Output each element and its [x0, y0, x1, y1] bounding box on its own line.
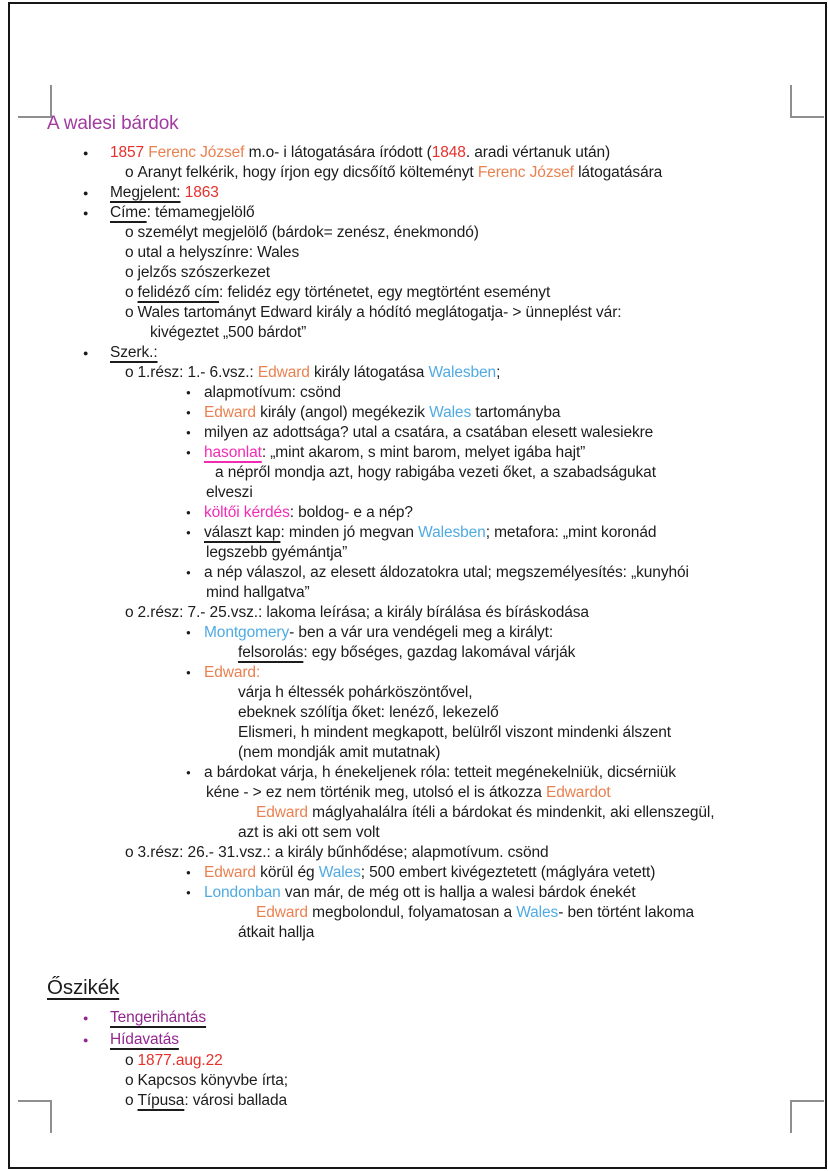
text-segment: személyt megjelölő (bárdok= zenész, énekmondó): [137, 224, 479, 241]
text-segment: 1848: [431, 144, 466, 161]
circle-bullet: o: [125, 1072, 134, 1089]
bullet-icon: ●: [186, 448, 191, 457]
text-segment: van már, de még ott is hallja a walesi bárdok énekét: [280, 884, 636, 901]
note-line-szerk: [0, 343, 828, 363]
circle-bullet: o: [125, 264, 134, 281]
text-segment: : minden jó megvan: [280, 524, 419, 541]
text-segment: a népről mondja azt, hogy rabigába vezeti őket, a szabadságukat: [215, 464, 656, 481]
bullet-icon: ●: [83, 348, 89, 358]
note-line: [0, 703, 828, 723]
text-segment: 1.rész: 1.- 6.vsz.:: [137, 364, 258, 381]
text-segment: : városi ballada: [184, 1092, 287, 1109]
text-segment: körül ég: [255, 864, 319, 881]
text-segment: 3.rész: 26.- 31.vsz.: a király bűnhődése; alapmotívum. csönd: [137, 844, 549, 861]
note-line: [0, 543, 828, 563]
text-segment: máglyahalálra ítéli a bárdokat és mindenkit, aki ellenszegül,: [307, 804, 715, 821]
note-line: [0, 243, 828, 263]
text-segment: mind hallgatva”: [206, 584, 310, 601]
text-segment: 1857: [110, 144, 149, 161]
note-line: [0, 843, 828, 863]
notes-content: [0, 110, 828, 1111]
note-line: [0, 723, 828, 743]
bullet-icon: ●: [186, 528, 191, 537]
note-line: [0, 903, 828, 923]
bullet-icon: ●: [83, 1035, 89, 1045]
text-segment: alapmotívum: csönd: [204, 384, 341, 401]
text-segment: költői kérdés: [204, 504, 290, 521]
text-segment: Ferenc József: [148, 144, 249, 161]
bullet-icon: ●: [83, 208, 89, 218]
text-segment: 1863: [184, 184, 219, 201]
text-segment: Címe: [110, 204, 147, 221]
section-title-oszikek: [0, 973, 828, 1003]
text-segment: m.o- i látogatására íródott (: [248, 144, 432, 161]
text-segment: utal a helyszínre: Wales: [137, 244, 300, 261]
bullet-icon: ●: [83, 188, 89, 198]
text-segment: Edward: [204, 404, 256, 421]
note-line: [0, 823, 828, 843]
text-segment: Edward: [257, 364, 310, 381]
page-title: [0, 110, 828, 138]
circle-bullet: o: [125, 364, 134, 381]
note-line: [0, 1051, 828, 1071]
text-segment: Wales tartományt Edward király a hódító meglátogatja- > ünneplést vár:: [137, 304, 622, 321]
text-segment: Edward: [256, 904, 308, 921]
link-item-hidavatas[interactable]: [0, 1029, 828, 1051]
text-segment: Ferenc József: [477, 164, 574, 181]
note-line: [0, 523, 828, 543]
text-segment: 2.rész: 7.- 25.vsz.: lakoma leírása; a király bírálása és bíráskodása: [137, 604, 589, 621]
circle-bullet: o: [125, 284, 134, 301]
note-line: [0, 923, 828, 943]
note-line: [0, 803, 828, 823]
bullet-icon: ●: [186, 388, 191, 397]
note-line: [0, 303, 828, 323]
note-line: [0, 283, 828, 303]
note-line: [0, 323, 828, 343]
text-segment: a bárdokat várja, h énekeljenek róla: tetteit megénekelniük, dicsérniük: [204, 764, 676, 781]
circle-bullet: o: [125, 1052, 134, 1069]
text-segment: várja h éltessék pohárköszöntővel,: [238, 684, 473, 701]
note-line-1857: [0, 143, 828, 163]
text-segment: Elismeri, h mindent megkapott, belülről viszont mindenki álszent: [238, 724, 671, 741]
text-segment: Aranyt felkérik, hogy írjon egy dicsőítő költeményt: [137, 164, 478, 181]
text-segment: milyen az adottsága? utal a csatára, a csatában elesett walesiekre: [204, 424, 654, 441]
text-segment: 1877.aug.22: [137, 1052, 223, 1069]
text-segment: Wales: [429, 404, 472, 421]
text-segment: Edward: [204, 864, 256, 881]
text-segment: : „mint akarom, s mint barom, melyet igába hajt”: [261, 444, 586, 461]
bullet-icon: ●: [186, 668, 191, 677]
note-line-megjelent: [0, 183, 828, 203]
text-segment: : egy bőséges, gazdag lakomával várják: [303, 644, 576, 661]
text-segment: Őszikék: [47, 976, 120, 999]
text-segment: Walesben: [428, 364, 497, 381]
note-line: [0, 563, 828, 583]
text-segment: Wales: [318, 864, 361, 881]
text-segment: király látogatása: [309, 364, 429, 381]
text-segment: választ kap: [204, 524, 281, 541]
text-segment: király (angol) megékezik: [255, 404, 430, 421]
text-segment: - ben történt lakoma: [558, 904, 695, 921]
note-line: [0, 1091, 828, 1111]
note-line: [0, 643, 828, 663]
note-line: [0, 863, 828, 883]
link-item-tengerihantas[interactable]: [0, 1007, 828, 1029]
text-segment: Tengerihántás: [110, 1009, 207, 1026]
text-segment: Wales: [516, 904, 559, 921]
text-segment: elveszi: [206, 484, 253, 501]
bullet-icon: ●: [186, 868, 191, 877]
text-segment: ; metafora: „mint koronád: [485, 524, 657, 541]
text-segment: Walesben: [418, 524, 486, 541]
bullet-icon: ●: [186, 408, 191, 417]
bullet-icon: ●: [83, 148, 89, 158]
circle-bullet: o: [125, 604, 134, 621]
circle-bullet: o: [125, 224, 134, 241]
note-line: [0, 743, 828, 763]
bullet-icon: ●: [186, 768, 191, 777]
note-line: [0, 503, 828, 523]
text-segment: hasonlat: [204, 444, 262, 461]
text-segment: jelzős szószerkezet: [137, 264, 271, 281]
text-segment: (nem mondják amit mutatnak): [238, 744, 441, 761]
note-line: [0, 683, 828, 703]
bullet-icon: ●: [186, 508, 191, 517]
text-segment: átkait hallja: [238, 924, 315, 941]
circle-bullet: o: [125, 164, 134, 181]
text-segment: Montgomery: [204, 624, 290, 641]
circle-bullet: o: [125, 844, 134, 861]
text-segment: Edward: [256, 804, 308, 821]
note-line: [0, 463, 828, 483]
note-line: [0, 1071, 828, 1091]
text-segment: : felidéz egy történetet, egy megtörtént eseményt: [219, 284, 551, 301]
text-segment: felsorolás: [238, 644, 304, 661]
note-line: [0, 443, 828, 463]
note-line: [0, 263, 828, 283]
note-line: [0, 883, 828, 903]
text-segment: Szerk.:: [110, 344, 158, 361]
text-segment: A walesi bárdok: [47, 113, 179, 134]
text-segment: Edwardot: [545, 784, 611, 801]
text-segment: Megjelent:: [110, 184, 181, 201]
text-segment: : boldog- e a nép?: [289, 504, 413, 521]
text-segment: Hídavatás: [110, 1031, 179, 1048]
note-line: [0, 663, 828, 683]
note-line: [0, 363, 828, 383]
text-segment: . aradi vértanuk után): [465, 144, 611, 161]
bullet-icon: ●: [186, 428, 191, 437]
text-segment: Edward:: [204, 664, 261, 681]
bullet-icon: ●: [83, 1013, 89, 1023]
text-segment: kivégeztet „500 bárdot”: [150, 324, 307, 341]
circle-bullet: o: [125, 1092, 134, 1109]
text-segment: megbolondul, folyamatosan a: [307, 904, 517, 921]
circle-bullet: o: [125, 304, 134, 321]
note-line-cime: [0, 203, 828, 223]
note-line: [0, 583, 828, 603]
note-line: [0, 783, 828, 803]
note-line: [0, 403, 828, 423]
note-line: [0, 423, 828, 443]
text-segment: Típusa: [137, 1092, 185, 1109]
note-line: [0, 163, 828, 183]
circle-bullet: o: [125, 244, 134, 261]
note-line: [0, 223, 828, 243]
note-line: [0, 383, 828, 403]
text-segment: azt is aki ott sem volt: [238, 824, 380, 841]
text-segment: legszebb gyémántja”: [206, 544, 348, 561]
text-segment: Kapcsos könyvbe írta;: [137, 1072, 288, 1089]
bullet-icon: ●: [186, 888, 191, 897]
note-line: [0, 623, 828, 643]
bullet-icon: ●: [186, 628, 191, 637]
text-segment: Londonban: [204, 884, 281, 901]
note-line: [0, 763, 828, 783]
text-segment: ; 500 embert kivégeztetett (máglyára vetett): [360, 864, 656, 881]
note-line: [0, 483, 828, 503]
text-segment: ;: [496, 364, 501, 381]
text-segment: látogatására: [573, 164, 663, 181]
text-segment: a nép válaszol, az elesett áldozatokra utal; megszemélyesítés: „kunyhói: [204, 564, 689, 581]
text-segment: - ben a vár ura vendégeli meg a királyt:: [289, 624, 554, 641]
text-segment: tartományba: [471, 404, 561, 421]
text-segment: : témamegjelölő: [146, 204, 255, 221]
text-segment: kéne - > ez nem történik meg, utolsó el is átkozza: [206, 784, 546, 801]
note-line: [0, 603, 828, 623]
bullet-icon: ●: [186, 568, 191, 577]
text-segment: ebeknek szólítja őket: lenéző, lekezelő: [238, 704, 499, 721]
text-segment: felidéző cím: [137, 284, 220, 301]
